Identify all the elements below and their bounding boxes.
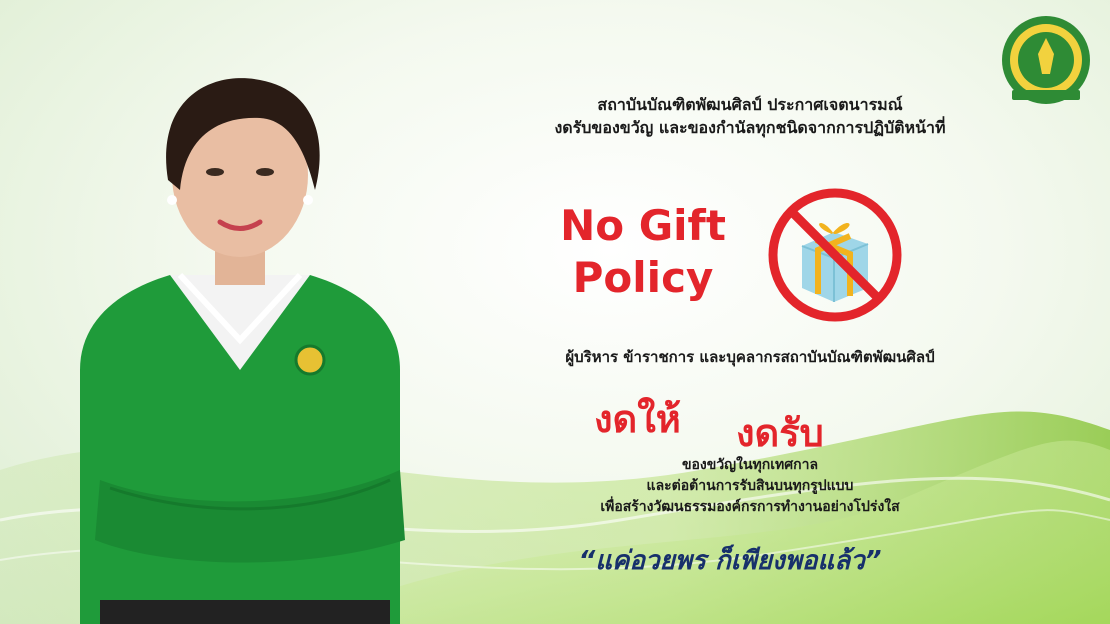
abstain-slogan xyxy=(594,388,874,455)
abstain-give: งดให้ xyxy=(594,397,681,441)
heading-line-2: งดรับของขวัญ และของกำนัลทุกชนิดจากการปฏิบัติหน้าที่ xyxy=(554,118,946,137)
executive-portrait xyxy=(60,40,420,624)
detail-line-1: ของขวัญในทุกเทศกาล xyxy=(681,457,819,473)
announcement-heading xyxy=(440,93,1060,139)
staff-statement: ผู้บริหาร ข้าราชการ และบุคลากรสถาบันบัณฑิตพัฒนศิลป์ xyxy=(565,348,935,366)
detail-line-2: และต่อต้านการรับสินบนทุกรูปแบบ xyxy=(646,478,854,494)
no-gift-icon xyxy=(764,184,906,326)
heading-line-1: สถาบันบัณฑิตพัฒนศิลป์ ประกาศเจตนารมณ์ xyxy=(597,95,903,114)
policy-line-2: Policy xyxy=(572,253,714,302)
pledge-details xyxy=(440,455,1060,518)
closing-slogan: “แค่อวยพร ก็เพียงพอแล้ว” xyxy=(578,546,882,576)
no-gift-policy-title xyxy=(548,200,738,304)
abstain-receive: งดรับ xyxy=(736,411,824,455)
detail-line-3: เพื่อสร้างวัฒนธรรมองค์กรการทำงานอย่างโปร่งใส xyxy=(600,499,900,515)
policy-line-1: No Gift xyxy=(560,201,726,250)
